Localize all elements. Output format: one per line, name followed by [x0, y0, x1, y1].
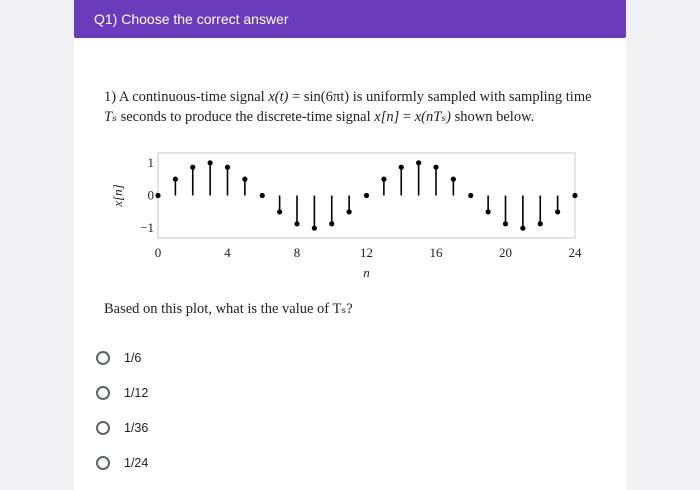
stem-marker — [364, 193, 369, 198]
option-label: 1/6 — [124, 350, 142, 365]
question-header — [74, 0, 626, 38]
stem-marker — [294, 221, 299, 226]
x-axis-label: n — [363, 265, 370, 280]
stem-marker — [503, 221, 508, 226]
stem-marker — [572, 193, 577, 198]
q-eq2: = — [399, 108, 415, 125]
q-ts: Tₛ — [104, 108, 117, 125]
option-4[interactable] — [94, 445, 148, 480]
stem-marker — [538, 221, 543, 226]
stem-marker — [555, 209, 560, 214]
stem-marker — [486, 209, 491, 214]
option-label: 1/12 — [124, 385, 149, 400]
radio-icon[interactable] — [96, 456, 110, 470]
option-label: 1/36 — [124, 420, 149, 435]
q-mid2: seconds to produce the discrete-time signal — [116, 108, 375, 125]
stem-marker — [312, 226, 317, 231]
option-3[interactable] — [94, 410, 148, 445]
x-tick-label: 24 — [568, 245, 582, 260]
stem-marker — [155, 193, 160, 198]
stem-marker — [329, 221, 334, 226]
q-signal-rhs: sin(6πt) — [303, 89, 350, 105]
option-1[interactable] — [94, 340, 148, 375]
stem-marker — [190, 165, 195, 170]
radio-icon[interactable] — [96, 421, 110, 435]
radio-icon[interactable] — [96, 351, 110, 365]
stem-marker — [242, 177, 247, 182]
stem-marker — [451, 177, 456, 182]
stem-marker — [520, 226, 525, 231]
stem-marker — [173, 177, 178, 182]
option-2[interactable] — [94, 375, 148, 410]
q-prefix: 1) A continuous-time signal — [104, 89, 269, 105]
stem-marker — [225, 165, 230, 170]
x-tick-label: 16 — [429, 245, 443, 260]
x-tick-label: 20 — [499, 245, 512, 260]
y-tick-label: 0 — [147, 187, 154, 203]
q-dt-lhs: x[n] — [374, 108, 400, 125]
stem-plot-svg — [104, 148, 604, 298]
x-tick-label: 8 — [293, 245, 301, 260]
stem-marker — [208, 160, 213, 165]
answer-options — [94, 340, 148, 480]
stem-marker — [468, 193, 473, 198]
y-axis-label: x[n] — [110, 184, 125, 207]
q-mid: is uniformly sampled with sampling time — [349, 89, 592, 105]
x-tick-label: 0 — [154, 245, 162, 260]
q-dt-rhs: x(nTₛ) — [414, 108, 451, 125]
x-tick-label: 4 — [224, 245, 231, 260]
option-label: 1/24 — [124, 455, 149, 470]
stem-marker — [381, 177, 386, 182]
stem-marker — [399, 165, 404, 170]
stem-marker — [416, 160, 421, 165]
q-suffix: shown below. — [450, 108, 535, 125]
followup-question: Based on this plot, what is the value of Tₛ? — [104, 301, 353, 317]
stem-marker — [260, 193, 265, 198]
stem-plot — [104, 148, 604, 303]
y-tick-label: −1 — [140, 220, 154, 236]
y-tick-label: 1 — [147, 154, 154, 170]
question-text — [104, 88, 604, 127]
x-tick-label: 12 — [360, 245, 373, 260]
header-title: Q1) Choose the correct answer — [94, 11, 289, 27]
stem-marker — [347, 209, 352, 214]
radio-icon[interactable] — [96, 386, 110, 400]
question-card — [74, 0, 626, 490]
q-signal-lhs: x(t) — [268, 89, 289, 105]
q-eq: = — [288, 89, 304, 105]
stem-marker — [433, 165, 438, 170]
stem-marker — [277, 209, 282, 214]
